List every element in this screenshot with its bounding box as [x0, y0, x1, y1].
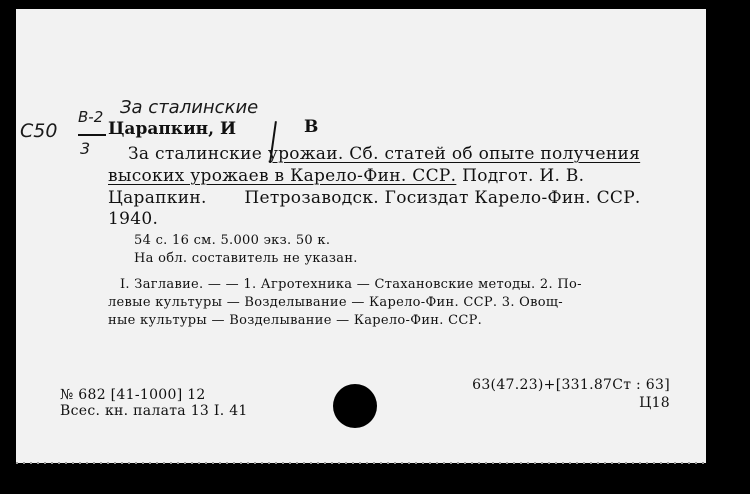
handwritten-call-fraction-top: В-2	[78, 108, 104, 126]
classification-code: 63(47.23)+[331.87Ст : 63]	[472, 377, 670, 393]
heading-author: Царапкин, И	[108, 119, 237, 139]
handwritten-note: За сталинские	[120, 97, 259, 118]
title-line-1-underlined: урожаи. Сб. статей об опыте получения	[267, 144, 641, 164]
title-line-2-underlined: высоких урожаев в Карело-Фин. ССР.	[108, 166, 457, 186]
punch-hole	[333, 384, 377, 428]
title-line-3-imprint: Петрозаводск. Госиздат Карело-Фин. ССР.	[244, 188, 641, 208]
title-line-1-start: За сталинские	[128, 144, 263, 164]
call-fraction-line	[78, 134, 106, 136]
heading-initial: В	[304, 117, 319, 137]
physical-description: 54 с. 16 см. 5.000 экз. 50 к.	[134, 233, 331, 248]
title-line-3	[108, 188, 641, 208]
handwritten-call-code: C50	[20, 120, 58, 142]
card-edge-dots	[16, 462, 706, 464]
book-chamber: Всес. кн. палата 13 I. 41	[60, 403, 248, 419]
tracings-line-3: ные культуры — Возделывание — Карело-Фин. ССР.	[108, 313, 483, 328]
handwritten-call-fraction-bottom: 3	[80, 139, 91, 158]
title-line-1	[128, 144, 640, 164]
cutter-number: Ц18	[639, 395, 670, 411]
card-note: На обл. составитель не указан.	[134, 251, 358, 266]
tracings-line-1: I. Заглавие. — — 1. Агротехника — Стахановские методы. 2. По-	[120, 277, 582, 292]
title-line-3-start: Царапкин.	[108, 188, 207, 208]
card-number: № 682 [41-1000] 12	[60, 387, 206, 403]
title-line-4: 1940.	[108, 209, 159, 229]
title-line-2	[108, 166, 584, 186]
catalog-card	[16, 9, 706, 463]
tracings-line-2: левые культуры — Возделывание — Карело-Фин. ССР. 3. Овощ-	[108, 295, 563, 310]
title-line-2-end: Подгот. И. В.	[462, 166, 585, 186]
